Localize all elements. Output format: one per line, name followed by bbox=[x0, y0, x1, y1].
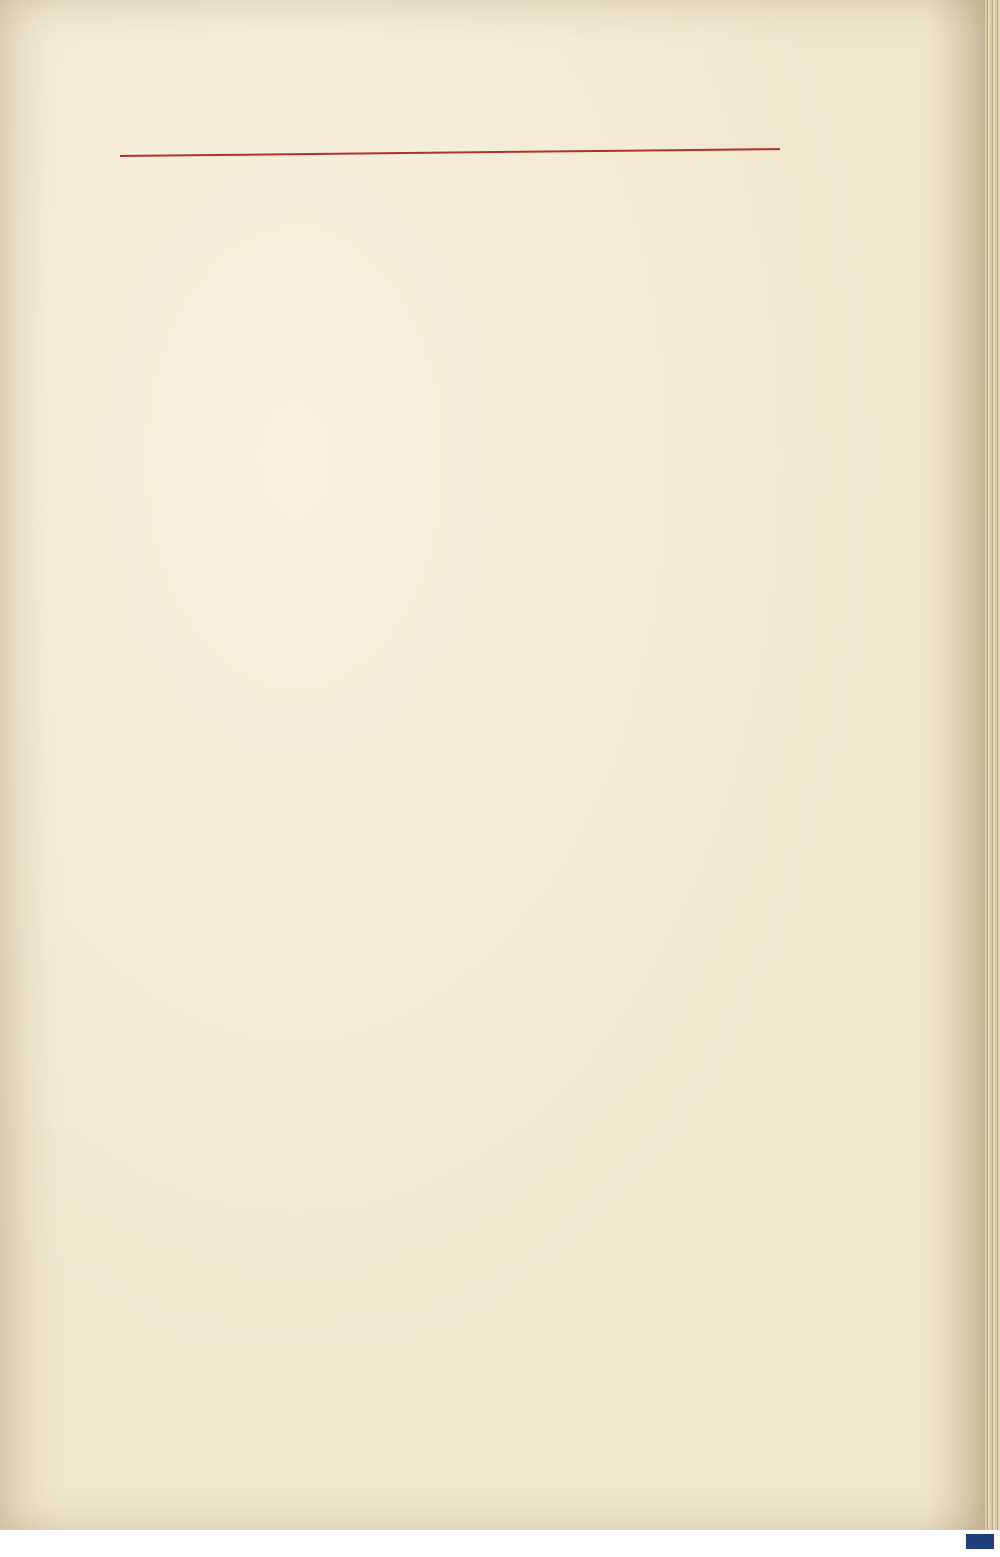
page-edge bbox=[985, 0, 1000, 1530]
footer-strip bbox=[0, 1530, 1000, 1557]
dfg-logo bbox=[966, 1534, 994, 1549]
initial-block-space bbox=[430, 172, 775, 344]
main-text-column bbox=[430, 170, 775, 344]
